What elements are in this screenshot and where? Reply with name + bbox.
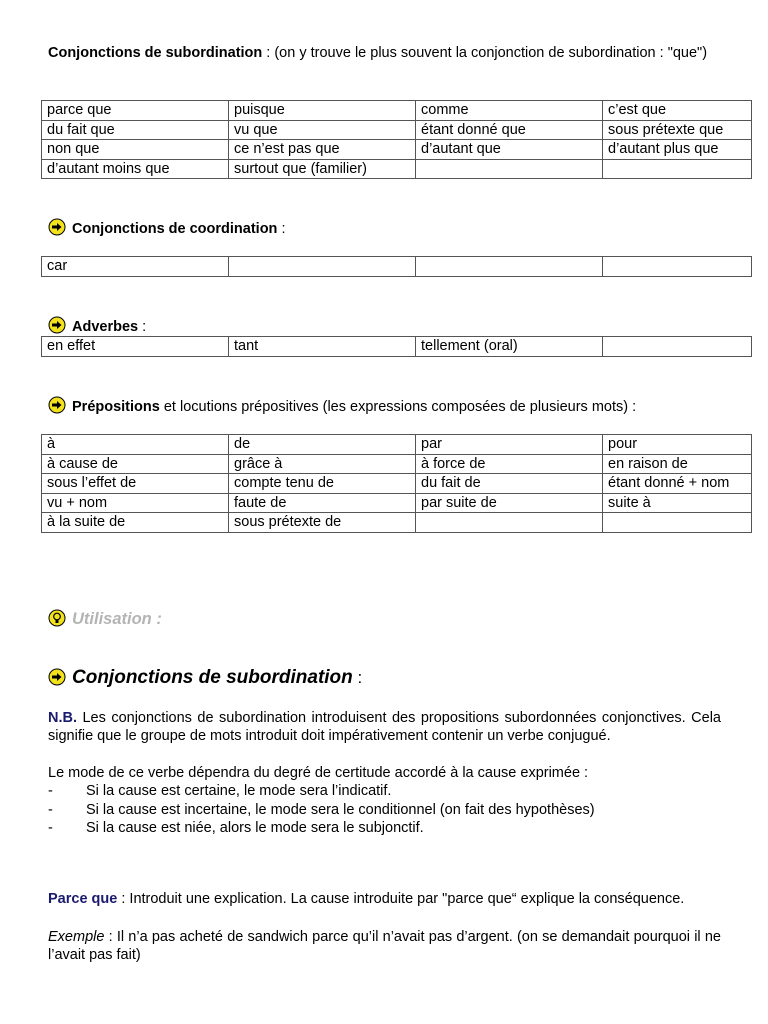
table-cell: étant donné que: [416, 120, 603, 140]
table-cell: en effet: [42, 337, 229, 357]
table-cell: grâce à: [229, 454, 416, 474]
mode-list: [48, 782, 728, 838]
table-cell: suite à: [603, 493, 752, 513]
list-item: [48, 801, 728, 820]
nb-paragraph: [48, 709, 721, 745]
table-row: [42, 513, 752, 533]
list-dash: -: [48, 783, 53, 799]
table-cell: c’est que: [603, 101, 752, 121]
subordination-suffix: :: [352, 668, 363, 687]
table-cell: d’autant que: [416, 140, 603, 160]
list-dash: -: [48, 820, 53, 836]
table-cell: parce que: [42, 101, 229, 121]
coordination-heading: [48, 218, 285, 238]
table-row: [42, 454, 752, 474]
table-row: [42, 140, 752, 160]
arrow-bullet-icon: [48, 218, 66, 236]
list-item-text: Si la cause est certaine, le mode sera l’indicatif.: [86, 783, 392, 799]
parce-que-bold: Parce que: [48, 891, 118, 907]
parce-que-paragraph: [48, 890, 721, 908]
table-cell: pour: [603, 435, 752, 455]
table-cell: de: [229, 435, 416, 455]
list-dash: -: [48, 801, 53, 818]
table-cell: sous prétexte que: [603, 120, 752, 140]
table-cell: [603, 337, 752, 357]
list-item-text: Si la cause est incertaine, le mode sera le conditionnel (on fait des hypothèses): [86, 801, 595, 818]
table-cell: à: [42, 435, 229, 455]
table-row: [42, 120, 752, 140]
table-cell: vu + nom: [42, 493, 229, 513]
table-row: [42, 337, 752, 357]
table-row: [42, 493, 752, 513]
table-cell: tellement (oral): [416, 337, 603, 357]
lightbulb-icon: [48, 609, 66, 627]
table-cell: non que: [42, 140, 229, 160]
list-item: [48, 782, 728, 801]
adverbes-label: Adverbes: [72, 319, 139, 335]
example-label: Exemple: [48, 929, 105, 945]
list-item-text: Si la cause est niée, alors le mode sera le subjonctif.: [86, 820, 424, 836]
table-cell: à la suite de: [42, 513, 229, 533]
table-cell: surtout que (familier): [229, 159, 416, 179]
arrow-bullet-icon: [48, 396, 66, 414]
coordination-suffix: :: [277, 221, 286, 237]
table-cell: à force de: [416, 454, 603, 474]
coordination-table: [41, 256, 752, 277]
intro-bold: Conjonctions de subordination: [48, 45, 263, 61]
intro-paragraph: [48, 44, 721, 62]
nb-bold: N.B.: [48, 710, 77, 726]
table-cell: [416, 159, 603, 179]
table-cell: [416, 513, 603, 533]
table-cell: [416, 257, 603, 277]
table-row: [42, 257, 752, 277]
adverbes-heading: [48, 316, 146, 336]
table-cell: du fait que: [42, 120, 229, 140]
table-cell: sous l’effet de: [42, 474, 229, 494]
table-cell: par suite de: [416, 493, 603, 513]
table-cell: comme: [416, 101, 603, 121]
table-row: [42, 435, 752, 455]
list-item: [48, 819, 728, 838]
subordination-table: [41, 100, 752, 179]
prepositions-suffix: et locutions prépositives (les expressions composées de plusieurs mots) :: [159, 399, 637, 415]
table-cell: [229, 257, 416, 277]
table-cell: [603, 513, 752, 533]
parce-que-text: : Introduit une explication. La cause introduite par "parce que“ explique la conséquence.: [117, 891, 685, 907]
prepositions-heading: [48, 396, 636, 416]
arrow-bullet-icon: [48, 668, 66, 686]
utilisation-label: Utilisation :: [72, 610, 162, 628]
table-cell: vu que: [229, 120, 416, 140]
table-cell: du fait de: [416, 474, 603, 494]
table-cell: d’autant plus que: [603, 140, 752, 160]
table-row: [42, 159, 752, 179]
table-cell: à cause de: [42, 454, 229, 474]
adverbes-table: [41, 336, 752, 357]
table-cell: car: [42, 257, 229, 277]
table-cell: faute de: [229, 493, 416, 513]
nb-text: Les conjonctions de subordination introduisent des propositions subordonnées conjonctives. Cela signifie que le groupe de mots introduit doit impérativement contenir un verbe conjugué.: [48, 710, 721, 744]
table-cell: puisque: [229, 101, 416, 121]
utilisation-heading: [48, 609, 162, 629]
mode-line: Le mode de ce verbe dépendra du degré de certitude accordé à la cause exprimée :: [48, 765, 589, 781]
table-cell: en raison de: [603, 454, 752, 474]
table-row: [42, 474, 752, 494]
table-cell: étant donné + nom: [603, 474, 752, 494]
table-cell: [603, 257, 752, 277]
table-cell: d’autant moins que: [42, 159, 229, 179]
table-row: [42, 101, 752, 121]
intro-text: : (on y trouve le plus souvent la conjonction de subordination : "que"): [262, 45, 708, 61]
coordination-label: Conjonctions de coordination: [72, 221, 278, 237]
table-cell: sous prétexte de: [229, 513, 416, 533]
subordination-heading: [48, 668, 362, 688]
adverbes-suffix: :: [138, 319, 147, 335]
subordination-label: Conjonctions de subordination: [72, 667, 353, 688]
arrow-bullet-icon: [48, 316, 66, 334]
table-cell: [603, 159, 752, 179]
prepositions-label: Prépositions: [72, 399, 160, 415]
table-cell: par: [416, 435, 603, 455]
example-text: : Il n’a pas acheté de sandwich parce qu’il n’avait pas d’argent. (on se demandait pourquoi il ne l’avait pas fait): [48, 929, 721, 963]
example-paragraph: [48, 928, 721, 964]
prepositions-table: [41, 434, 752, 533]
table-cell: ce n’est pas que: [229, 140, 416, 160]
table-cell: tant: [229, 337, 416, 357]
table-cell: compte tenu de: [229, 474, 416, 494]
